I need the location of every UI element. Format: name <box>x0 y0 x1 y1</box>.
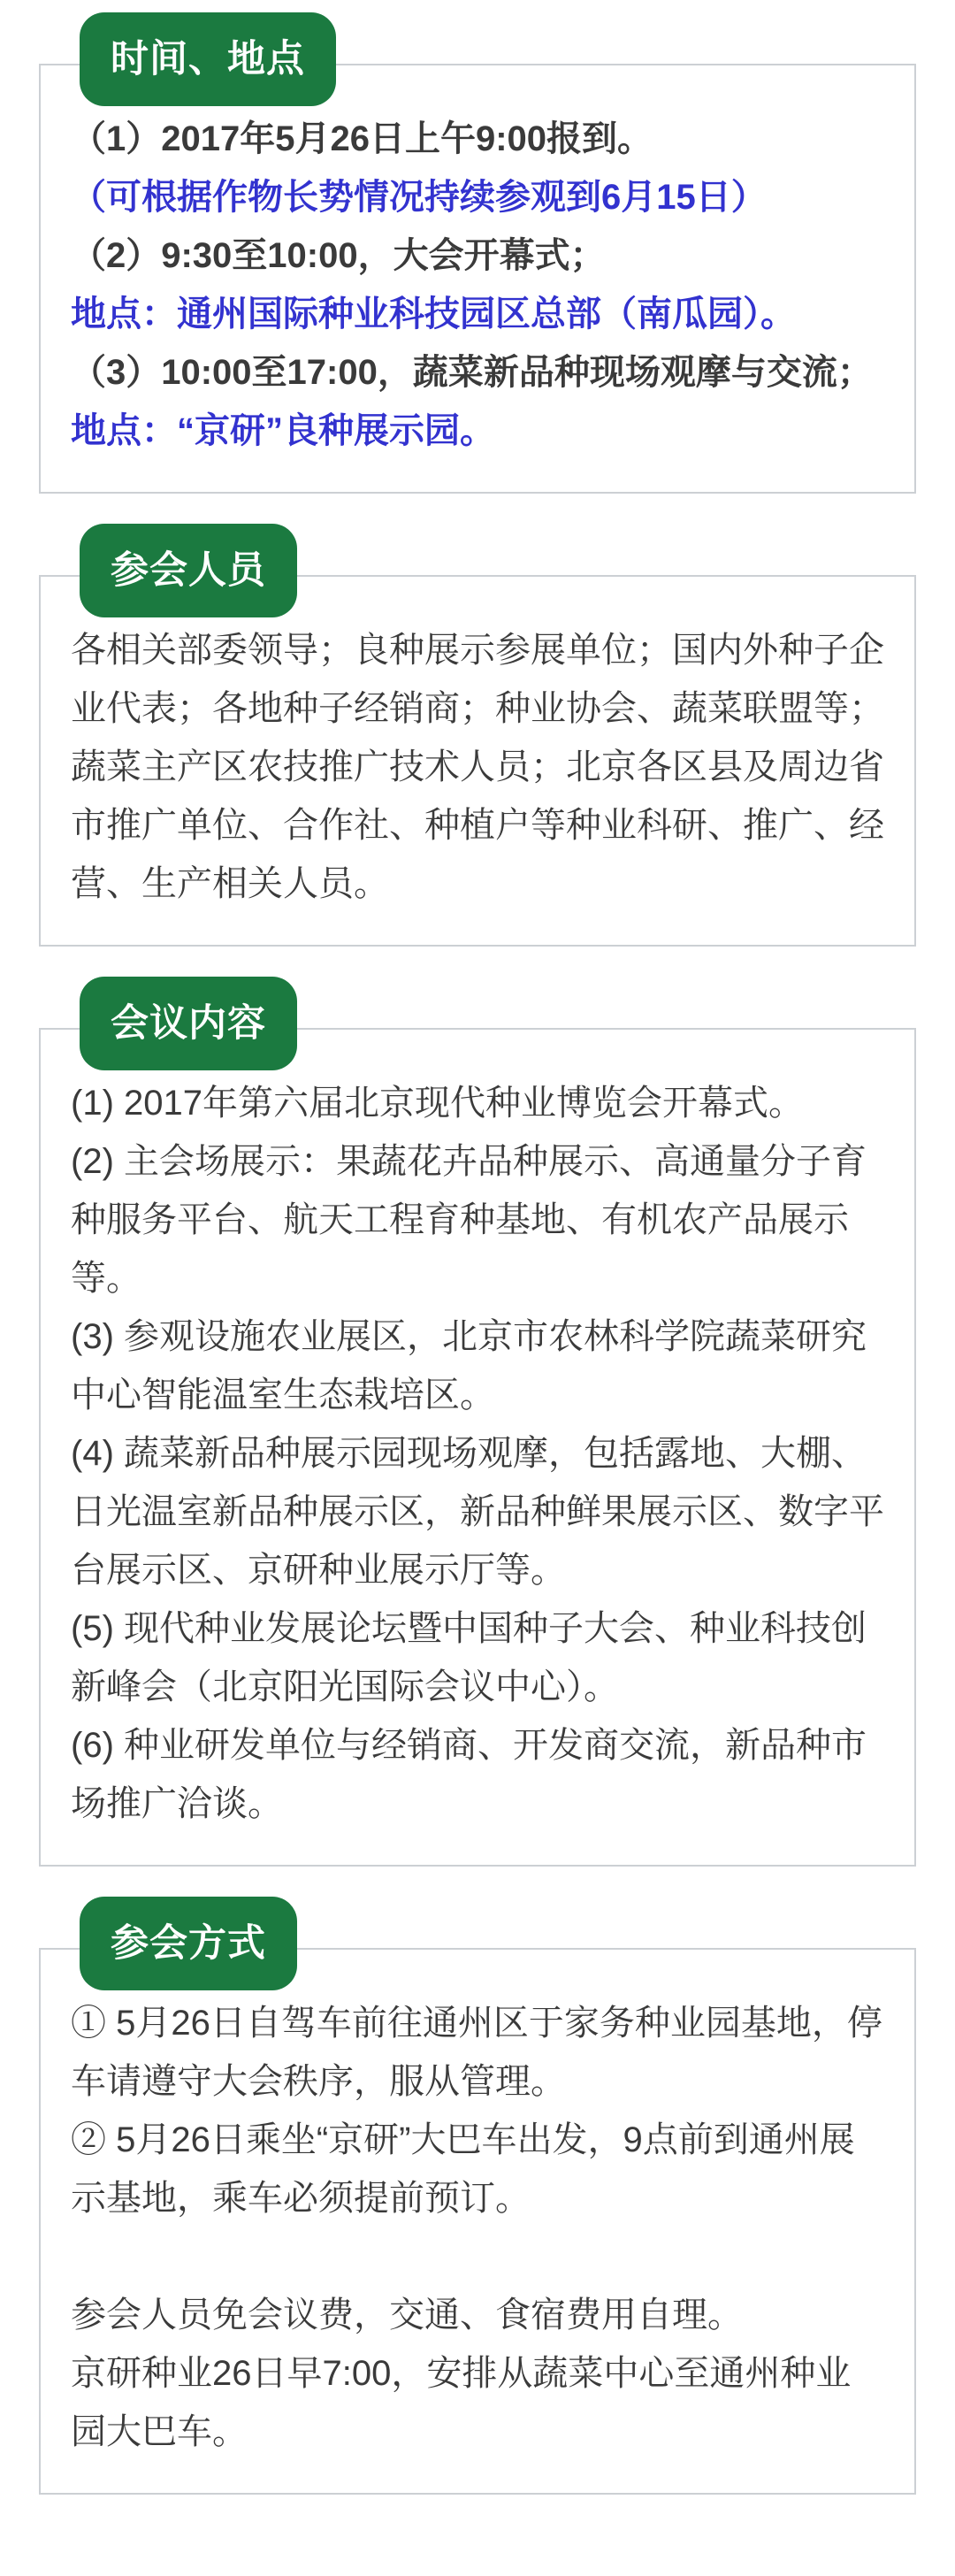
section-badge-time-location: 时间、地点 <box>80 12 336 106</box>
card-meeting-content <box>39 1028 916 1867</box>
text-line-highlight: 地点：通州国际种业科技园区总部（南瓜园）。 <box>71 295 796 334</box>
paragraph: 参会人员免会议费，交通、食宿费用自理。 <box>71 2296 743 2334</box>
card-time-location <box>39 64 916 494</box>
paragraph: (2) 主会场展示：果蔬花卉品种展示、高通量分子育种服务平台、航天工程育种基地、有机农产品展示等。 <box>71 1142 867 1298</box>
section-badge-participants: 参会人员 <box>80 524 297 617</box>
card-participation-method <box>39 1948 916 2495</box>
paragraph: (4) 蔬菜新品种展示园现场观摩，包括露地、大棚、日光温室新品种展示区，新品种鲜果展示区、数字平台展示区、京研种业展示厅等。 <box>71 1434 884 1590</box>
section-badge-participation-method: 参会方式 <box>80 1897 297 1990</box>
text-line-highlight: 地点：“京研”良种展示园。 <box>71 411 495 450</box>
section-participants <box>0 524 955 947</box>
paragraph: ② 5月26日乘坐“京研”大巴车出发，9点前到通州展示基地，乘车必须提前预订。 <box>71 2120 855 2218</box>
section-badge-meeting-content: 会议内容 <box>80 977 297 1070</box>
card-participants <box>39 575 916 947</box>
paragraph: (1) 2017年第六届北京现代种业博览会开幕式。 <box>71 1084 804 1123</box>
paragraph: (3) 参观设施农业展区，北京市农林科学院蔬菜研究中心智能温室生态栽培区。 <box>71 1317 867 1414</box>
paragraph: (5) 现代种业发展论坛暨中国种子大会、种业科技创新峰会（北京阳光国际会议中心）。 <box>71 1609 867 1706</box>
section-time-location <box>0 12 955 494</box>
text-line: （1）2017年5月26日上午9:00报到。 <box>71 119 653 158</box>
text-line: （2）9:30至10:00，大会开幕式； <box>71 236 606 275</box>
paragraph: 各相关部委领导；良种展示参展单位；国内外种子企业代表；各地种子经销商；种业协会、蔬菜联盟等；蔬菜主产区农技推广技术人员；北京各区县及周边省市推广单位、合作社、种植户等种业科研、推广、经营、生产相关人员。 <box>71 631 884 903</box>
paragraph: ① 5月26日自驾车前往通州区于家务种业园基地，停车请遵守大会秩序，服从管理。 <box>71 2004 882 2101</box>
paragraph: 京研种业26日早7:00，安排从蔬菜中心至通州种业园大巴车。 <box>71 2354 852 2451</box>
blank-line <box>71 2227 884 2286</box>
section-meeting-content <box>0 977 955 1867</box>
text-line: （3）10:00至17:00，蔬菜新品种现场观摩与交流； <box>71 353 873 392</box>
section-participation-method <box>0 1897 955 2495</box>
paragraph: (6) 种业研发单位与经销商、开发商交流，新品种市场推广洽谈。 <box>71 1726 867 1823</box>
text-line-highlight: （可根据作物长势情况持续参观到6月15日） <box>71 178 767 217</box>
